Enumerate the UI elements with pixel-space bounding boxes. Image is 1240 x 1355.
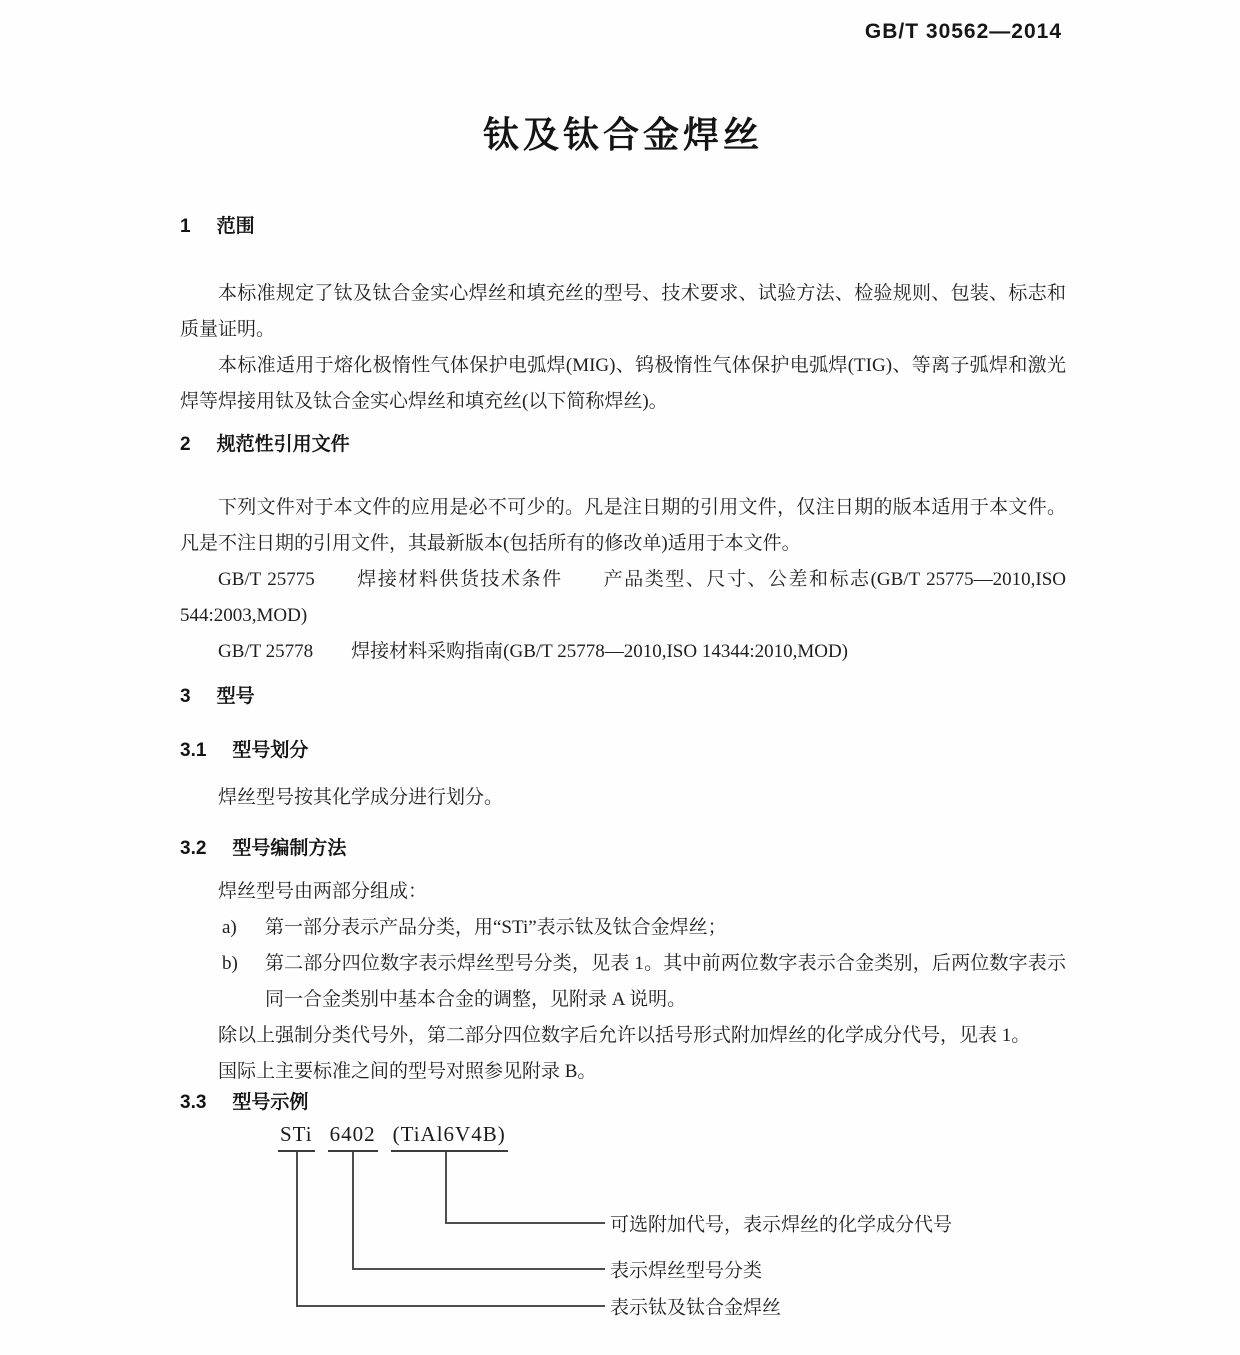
reference-item-2: GB/T 25778 焊接材料采购指南(GB/T 25778—2010,ISO 14344:2010,MOD) (218, 641, 849, 662)
diagram-label-product: 表示钛及钛合金焊丝 (610, 1297, 782, 1319)
formula-part-6402: 6402 (328, 1122, 378, 1152)
diagram-label-chemcode: 可选附加代号，表示焊丝的化学成分代号 (610, 1214, 953, 1236)
list-item-a-marker: a) (222, 917, 237, 938)
designation-example-formula (278, 1122, 508, 1152)
diagram-label-classification: 表示焊丝型号分类 (610, 1260, 763, 1282)
section-2-title: 规范性引用文件 (216, 434, 350, 455)
connector-horizontal-line-part1 (296, 1305, 605, 1307)
formula-part-sti: STi (278, 1122, 315, 1152)
section-1-paragraph-2: 本标准适用于熔化极惰性气体保护电弧焊(MIG)、钨极惰性气体保护电弧焊(TIG)、等离子弧焊和激光焊等焊接用钛及钛合金实心焊丝和填充丝(以下简称焊丝)。 (180, 355, 1066, 412)
section-3-2-number: 3.2 (180, 838, 207, 859)
section-3-2-heading (180, 836, 1066, 862)
section-3-number: 3 (180, 686, 191, 707)
section-3-2-note-line-2: 国际上主要标准之间的型号对照参见附录 B。 (218, 1061, 597, 1082)
section-2-paragraph-1: 下列文件对于本文件的应用是必不可少的。凡是注日期的引用文件，仅注日期的版本适用于本文件。凡是不注日期的引用文件，其最新版本(包括所有的修改单)适用于本文件。 (180, 497, 1066, 554)
section-1-title: 范围 (216, 216, 255, 237)
section-1-number: 1 (180, 216, 191, 237)
document-body (180, 0, 1066, 1116)
standard-code: GB/T 30562—2014 (864, 20, 1062, 43)
connector-vertical-line-part3 (445, 1152, 447, 1223)
list-item-b (222, 946, 1066, 1018)
section-3-1-title: 型号划分 (232, 740, 309, 761)
section-3-2-intro: 焊丝型号由两部分组成： (218, 881, 428, 902)
section-3-3-heading (180, 1090, 1066, 1116)
section-3-1-number: 3.1 (180, 740, 207, 761)
connector-vertical-line-part1 (296, 1152, 298, 1306)
section-1-heading (180, 214, 1066, 240)
section-1-paragraph-1: 本标准规定了钛及钛合金实心焊丝和填充丝的型号、技术要求、试验方法、检验规则、包装、标志和质量证明。 (180, 283, 1066, 340)
formula-part-chemcode: (TiAl6V4B) (391, 1122, 508, 1152)
list-item-a-text: 第一部分表示产品分类，用“STi”表示钛及钛合金焊丝； (265, 917, 727, 938)
section-3-1-paragraph: 焊丝型号按其化学成分进行划分。 (218, 787, 504, 808)
list-item-b-text: 第二部分四位数字表示焊丝型号分类，见表 1。其中前两位数字表示合金类别，后两位数字表示同一合金类别中基本合金的调整，见附录 A 说明。 (265, 953, 1066, 1010)
section-2-heading (180, 432, 1066, 458)
document-title: 钛及钛合金焊丝 (482, 114, 763, 155)
section-3-title: 型号 (216, 686, 255, 707)
section-2-number: 2 (180, 434, 191, 455)
section-3-2-note-line-1: 除以上强制分类代号外，第二部分四位数字后允许以括号形式附加焊丝的化学成分代号，见表 1。 (218, 1025, 1031, 1046)
section-3-heading (180, 684, 1066, 710)
list-item-b-marker: b) (222, 953, 238, 974)
section-3-1-heading (180, 738, 1066, 764)
connector-vertical-line-part2 (352, 1152, 354, 1269)
connector-horizontal-line-part2 (352, 1268, 605, 1270)
connector-horizontal-line-part3 (445, 1222, 605, 1224)
section-3-2-title: 型号编制方法 (232, 838, 347, 859)
list-item-a (222, 910, 1066, 946)
designation-parts-list (222, 910, 1066, 1018)
section-3-3-title: 型号示例 (232, 1092, 309, 1113)
reference-item-1: GB/T 25775 焊接材料供货技术条件 产品类型、尺寸、公差和标志(GB/T 25775—2010,ISO 544:2003,MOD) (180, 569, 1066, 626)
section-3-3-number: 3.3 (180, 1092, 207, 1113)
